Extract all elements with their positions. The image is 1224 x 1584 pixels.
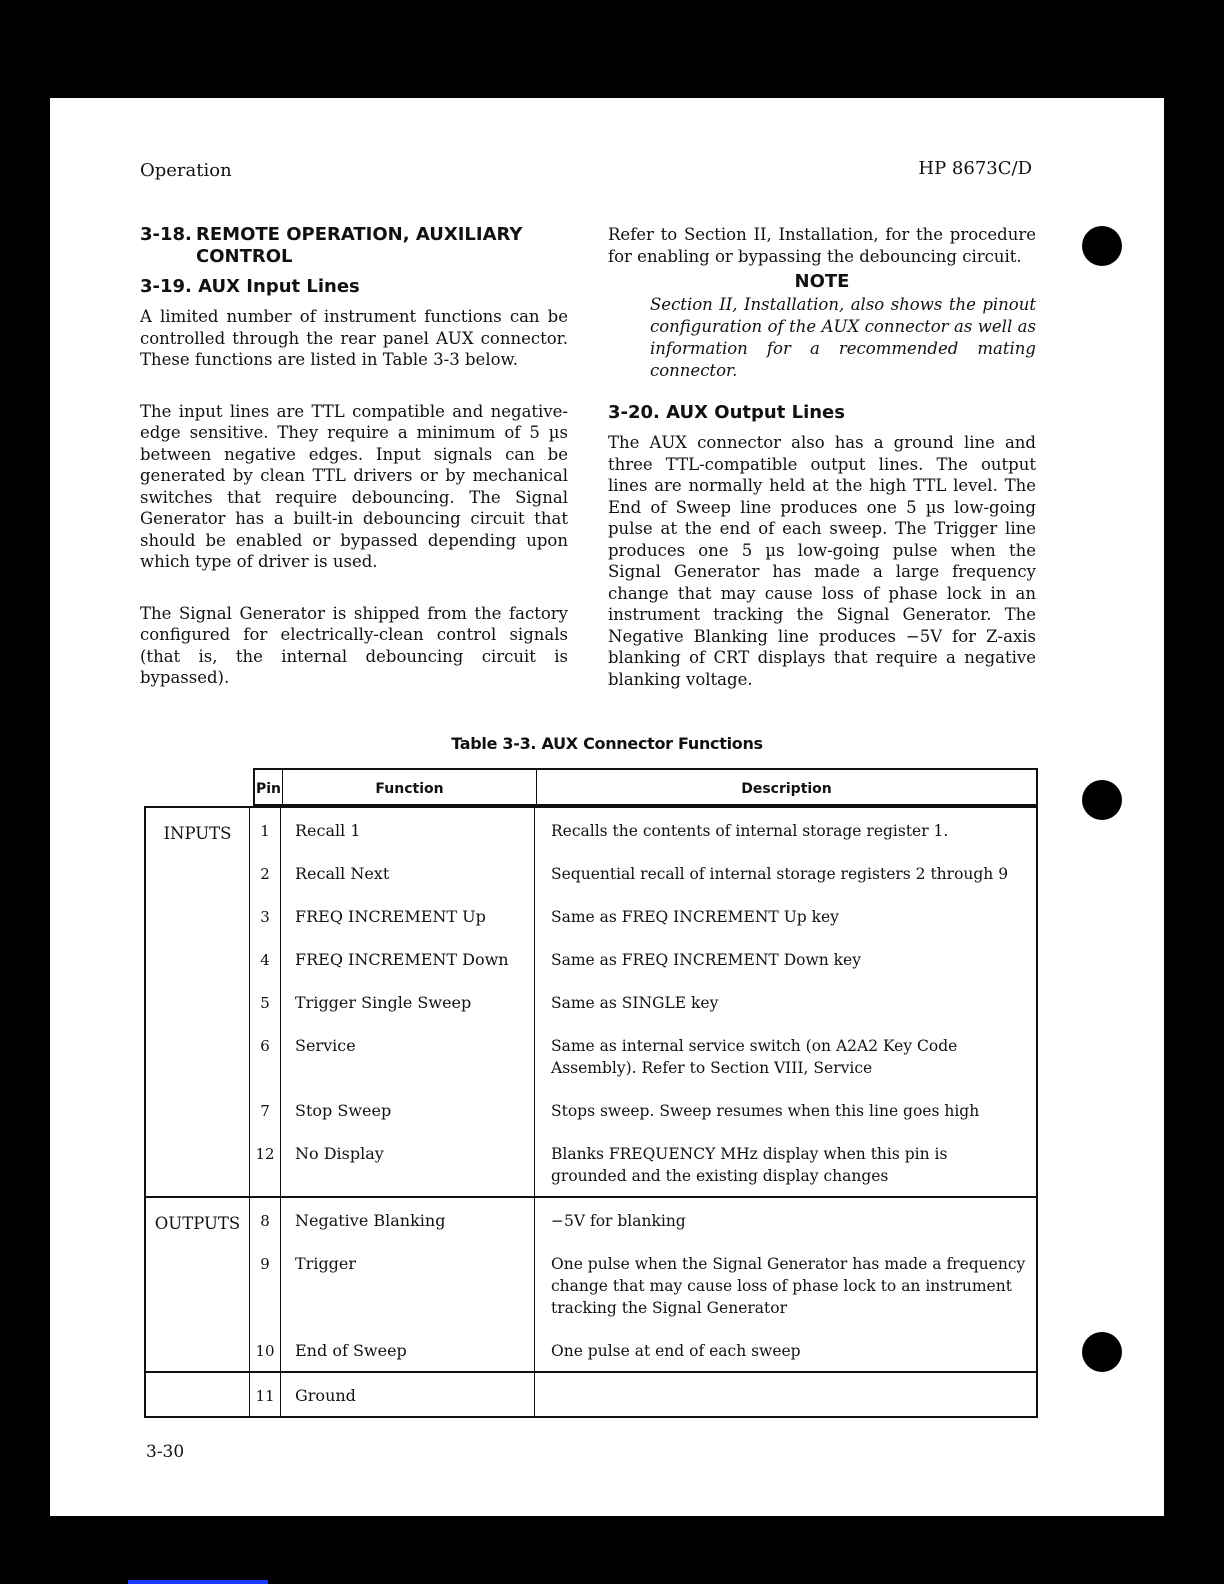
right-column	[608, 224, 1036, 690]
paragraph-input-lines: The input lines are TTL compatible and negative-edge sensitive. They require a minimum of 5 µs between negative edges. Input signals can be generated by clean TTL drivers or by mechanical switches that require debouncing. The Signal Generator has a built-in debouncing circuit that should be enabled or bypassed depending upon which type of driver is used.	[140, 401, 568, 571]
binder-hole-3	[1082, 1332, 1122, 1372]
note-text: Section II, Installation, also shows the pinout configuration of the AUX connector as well as information for a recommended mating connector.	[650, 295, 1036, 380]
pin-cell: 9	[250, 1241, 281, 1328]
other-group	[144, 1373, 1038, 1418]
other-rows	[250, 1373, 1036, 1416]
paragraph-factory-config: The Signal Generator is shipped from the factory configured for electrically-clean control signals (that is, the internal debouncing circuit is bypassed).	[140, 603, 568, 687]
note-title: NOTE	[794, 271, 850, 292]
description-cell: Sequential recall of internal storage registers 2 through 9	[551, 865, 1009, 883]
outputs-group	[144, 1198, 1038, 1373]
section-3-18-heading	[140, 224, 568, 268]
table-row	[250, 1198, 1036, 1241]
pin-cell: 4	[250, 937, 281, 980]
paragraph-output-lines: The AUX connector also has a ground line and three TTL-compatible output lines. The output lines are normally held at the high TTL level. The End of Sweep line produces one 5 µs low-going pulse at the end of each sweep. The Trigger line produces one 5 µs low-going pulse when the Signal Generator has made a large frequency change that may cause loss of phase lock in an instrument tracking the Signal Generator. The Negative Blanking line produces −5V for Z-axis blanking of CRT displays that require a negative blanking voltage.	[608, 433, 1036, 689]
function-cell: FREQ INCREMENT Up	[281, 894, 535, 937]
section-3-18-title-line1: REMOTE OPERATION, AUXILIARY	[196, 224, 523, 245]
running-header-model: HP 8673C/D	[918, 158, 1032, 179]
section-3-18-number: 3-18.	[140, 224, 192, 245]
description-cell: Same as FREQ INCREMENT Up key	[551, 908, 839, 926]
function-cell: Service	[281, 1023, 535, 1088]
pin-cell: 12	[250, 1131, 281, 1196]
pin-cell: 8	[250, 1198, 281, 1241]
function-cell: Negative Blanking	[281, 1198, 535, 1241]
pin-cell: 5	[250, 980, 281, 1023]
description-cell: One pulse at end of each sweep	[551, 1342, 801, 1360]
description-cell: Stops sweep. Sweep resumes when this line goes high	[551, 1102, 980, 1120]
aux-connector-table	[144, 768, 1038, 1418]
binder-hole-1	[1082, 226, 1122, 266]
function-cell: FREQ INCREMENT Down	[281, 937, 535, 980]
pin-cell: 10	[250, 1328, 281, 1371]
table-row	[250, 980, 1036, 1023]
function-cell: End of Sweep	[281, 1328, 535, 1371]
pin-cell: 7	[250, 1088, 281, 1131]
section-3-19-heading	[140, 276, 568, 298]
description-cell	[535, 1373, 1036, 1416]
section-3-19-title: AUX Input Lines	[198, 276, 360, 297]
description-cell: −5V for blanking	[551, 1212, 686, 1230]
inputs-rows	[250, 808, 1036, 1196]
table-row	[250, 808, 1036, 851]
function-cell: Ground	[281, 1373, 535, 1416]
table-row	[250, 1373, 1036, 1416]
description-cell: Same as SINGLE key	[551, 994, 719, 1012]
scan-edge-strip	[128, 1580, 268, 1584]
pin-cell: 3	[250, 894, 281, 937]
header-description: Description	[537, 768, 1038, 806]
section-3-20-title: AUX Output Lines	[666, 402, 845, 423]
section-3-20-heading	[608, 402, 1036, 424]
table-row	[250, 1328, 1036, 1371]
table-header-row	[144, 768, 1038, 806]
section-3-19-number: 3-19.	[140, 276, 192, 297]
inputs-group-label: INPUTS	[146, 808, 250, 1196]
description-cell: Same as FREQ INCREMENT Down key	[551, 951, 861, 969]
header-function: Function	[283, 768, 537, 806]
left-column	[140, 224, 568, 689]
table-row	[250, 1088, 1036, 1131]
table-row	[250, 1131, 1036, 1196]
table-row	[250, 937, 1036, 980]
binder-hole-2	[1082, 780, 1122, 820]
paragraph-aux-intro: A limited number of instrument functions can be controlled through the rear panel AUX connector. These functions are listed in Table 3-3 below.	[140, 307, 568, 369]
pin-cell: 6	[250, 1023, 281, 1088]
pin-cell: 2	[250, 851, 281, 894]
table-row	[250, 1241, 1036, 1328]
section-3-20-number: 3-20.	[608, 402, 660, 423]
outputs-group-label: OUTPUTS	[146, 1198, 250, 1371]
other-group-label	[146, 1373, 250, 1416]
table-row	[250, 1023, 1036, 1088]
function-cell: Recall Next	[281, 851, 535, 894]
document-page	[50, 98, 1164, 1516]
table-row	[250, 851, 1036, 894]
table-row	[250, 894, 1036, 937]
section-3-18-title-line2: CONTROL	[196, 246, 293, 267]
description-cell: Blanks FREQUENCY MHz display when this pin is grounded and the existing display changes	[551, 1145, 948, 1185]
outputs-rows	[250, 1198, 1036, 1371]
description-cell: Recalls the contents of internal storage register 1.	[551, 822, 949, 840]
function-cell: Trigger	[281, 1241, 535, 1328]
pin-cell: 1	[250, 808, 281, 851]
paragraph-refer-section: Refer to Section II, Installation, for the procedure for enabling or bypassing the debouncing circuit.	[608, 225, 1036, 266]
page-number: 3-30	[146, 1442, 185, 1462]
function-cell: Recall 1	[281, 808, 535, 851]
pin-cell: 11	[250, 1373, 281, 1416]
table-title: Table 3-3. AUX Connector Functions	[451, 734, 763, 753]
function-cell: Trigger Single Sweep	[281, 980, 535, 1023]
description-cell: Same as internal service switch (on A2A2 Key Code Assembly). Refer to Section VIII, Service	[551, 1037, 958, 1077]
header-pin: Pin	[253, 768, 283, 806]
description-cell: One pulse when the Signal Generator has made a frequency change that may cause loss of phase lock to an instrument tracking the Signal Generator	[551, 1255, 1026, 1317]
inputs-group	[144, 806, 1038, 1198]
function-cell: Stop Sweep	[281, 1088, 535, 1131]
function-cell: No Display	[281, 1131, 535, 1196]
running-header-section: Operation	[140, 160, 232, 181]
